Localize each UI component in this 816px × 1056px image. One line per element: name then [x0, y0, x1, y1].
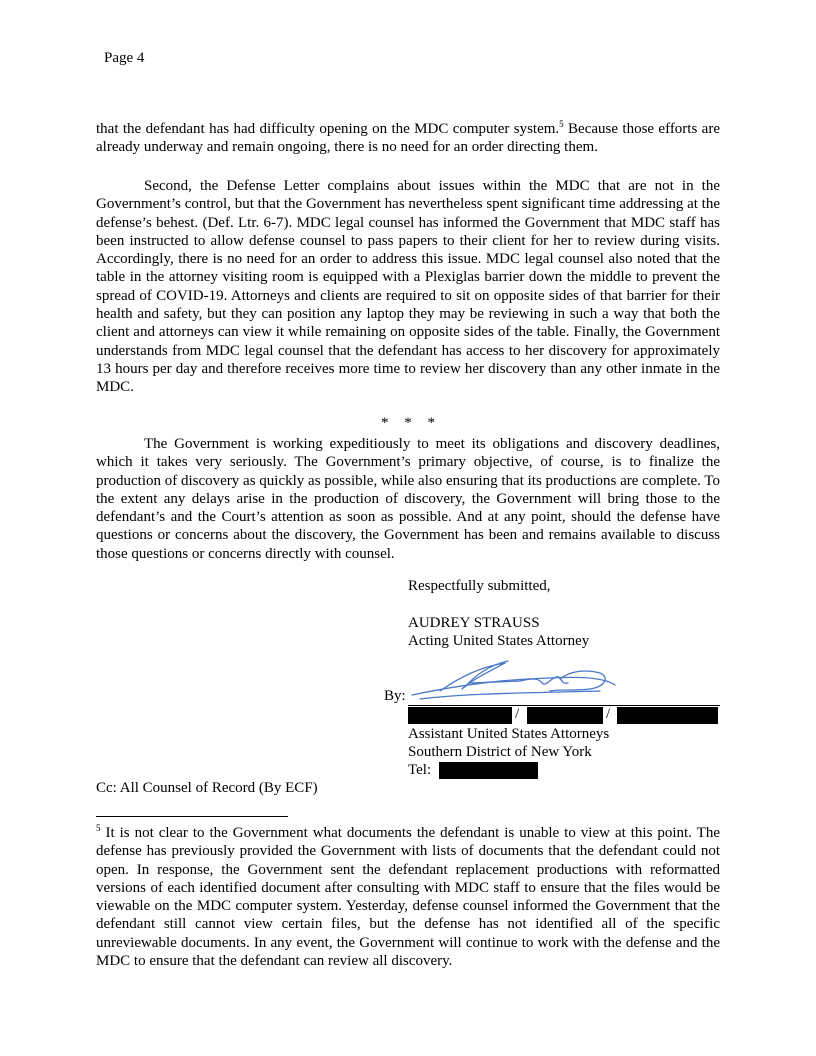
section-break: * * *	[381, 415, 435, 431]
page-number: Page 4	[104, 50, 145, 66]
paragraph-text: The Government is working expeditiously to meet its obligations and discovery deadlines, which it takes very seriously. The Government’s primary objective, of course, is to finalize the production of discovery as quickly as possible, while also ensuring that its productions are complete. To the extent any delays arise in the production of discovery, the Government will bring those to the defendant’s and the Court’s attention as soon as possible. And at any point, should the defense have questions or concerns about the discovery, the Government has been and remains available to discuss those questions or concerns directly with counsel.	[96, 436, 720, 562]
redaction-bar	[527, 707, 603, 724]
signer-title: Acting United States Attorney	[408, 633, 590, 649]
name-separator: /	[606, 706, 611, 722]
redaction-bar	[408, 707, 512, 724]
paragraph-continuation	[96, 120, 720, 157]
paragraph-conclusion	[96, 435, 720, 563]
telephone-label: Tel:	[408, 762, 432, 778]
signer-name: AUDREY STRAUSS	[408, 615, 540, 631]
closing-line: Respectfully submitted,	[408, 578, 551, 594]
paragraph-second	[96, 177, 720, 397]
paragraph-text: that the defendant has had difficulty opening on the MDC computer system.	[96, 121, 560, 137]
footnote-text: It is not clear to the Government what documents the defendant is unable to view at this point. The defense has previously provided the Government with lists of documents that the defendant could not open. In response, the Government sent the defendant replacement productions with reformatted versions of each identified document after consulting with MDC staff to ensure that the files would be viewable on the MDC computer system. Yesterday, defense counsel informed the Government that the defendant still cannot view certain files, but the defense has not identified all of the specific unreviewable documents. In any event, the Government will continue to work with the defense and the MDC to ensure that the defendant can review all discovery.	[96, 825, 720, 970]
redaction-bar	[617, 707, 718, 724]
by-label: By:	[384, 688, 406, 704]
paragraph-text-after: Because those efforts are already underway and remain ongoing, there is no need for an order directing them.	[96, 121, 720, 156]
redaction-bar	[439, 762, 538, 779]
footnote-number: 5	[96, 823, 101, 833]
paragraph-text: Second, the Defense Letter complains about issues within the MDC that are not in the Government’s control, but that the Government has nevertheless spent significant time addressing at the defense’s behest. (Def. Ltr. 6-7). MDC legal counsel has informed the Government that MDC staff has been instructed to allow defense counsel to pass papers to their client for her to review during visits. Accordingly, there is no need for an order to address this issue. MDC legal counsel also noted that the table in the attorney visiting room is equipped with a Plexiglas barrier down the middle to prevent the spread of COVID-19. Attorneys and clients are required to sit on opposite sides of that barrier for their health and safety, but they can position any laptop they may be reviewing in such a way that both the client and attorneys can view it while remaining on opposite sides of the table. Finally, the Government understands from MDC legal counsel that the defendant has access to her discovery for approximately 13 hours per day and therefore receives more time to review her discovery than any other inmate in the MDC.	[96, 178, 721, 396]
handwritten-signature	[410, 657, 625, 710]
footnote-divider	[96, 816, 288, 817]
name-separator: /	[515, 706, 520, 722]
cc-line: Cc: All Counsel of Record (By ECF)	[96, 780, 318, 796]
footnote-reference[interactable]: 5	[559, 119, 564, 129]
signer-role: Assistant United States Attorneys	[408, 726, 610, 742]
signer-office: Southern District of New York	[408, 744, 592, 760]
footnote	[96, 824, 720, 970]
signature-line	[408, 705, 720, 706]
